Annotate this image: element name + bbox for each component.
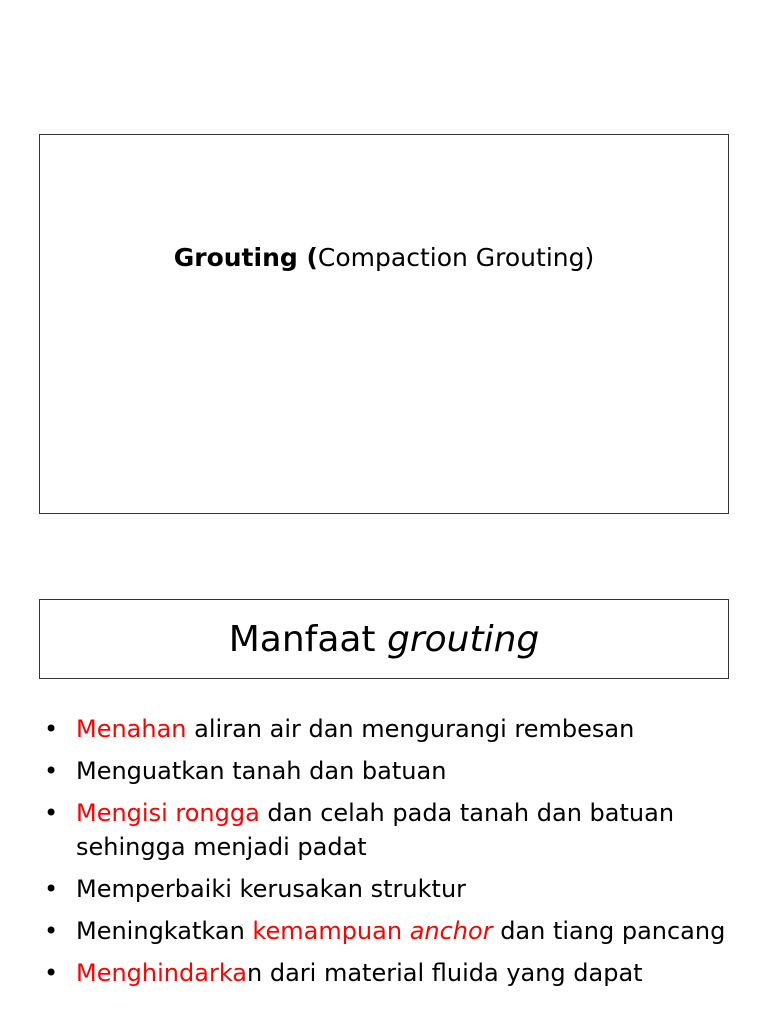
benefits-title [40,600,728,680]
slide-title-bold: Grouting ( [173,243,318,272]
bullet-highlight: kemampuan [252,917,410,945]
slide-title-rest: Compaction Grouting) [317,243,595,272]
bullet-text: Menguatkan tanah dan batuan [76,757,447,785]
slide-title [40,240,728,276]
list-item [44,712,744,746]
bullet-icon: • [44,757,59,785]
bullet-icon: • [44,959,59,987]
bullet-icon: • [44,715,59,743]
bullet-icon: • [44,917,59,945]
bullet-highlight-italic: anchor [409,917,493,945]
bullet-icon: • [44,875,59,903]
bullet-text: dan celah pada tanah dan batuan sehingga menjadi padat [76,799,675,861]
bullet-text: Memperbaiki kerusakan struktur [76,875,467,903]
bullet-highlight: Mengisi rongga [76,799,260,827]
benefits-title-box [39,599,729,679]
benefits-title-plain: Manfaat [228,619,387,660]
bullet-text: dan tiang pancang [492,917,726,945]
bullet-text: aliran air dan mengurangi rembesan [186,715,635,743]
bullet-icon: • [44,799,59,827]
bullet-text: n dari material fluida yang dapat [247,959,643,987]
list-item [44,872,744,906]
list-item [44,956,744,990]
list-item [44,754,744,788]
bullet-text-pre: Meningkatkan [76,917,253,945]
list-item [44,914,744,948]
bullet-highlight: Menghindarka [76,959,247,987]
list-item [44,796,744,864]
bullet-highlight: Menahan [76,715,187,743]
benefits-title-italic: grouting [387,619,540,660]
benefits-list [44,712,744,998]
title-slide [39,134,729,514]
